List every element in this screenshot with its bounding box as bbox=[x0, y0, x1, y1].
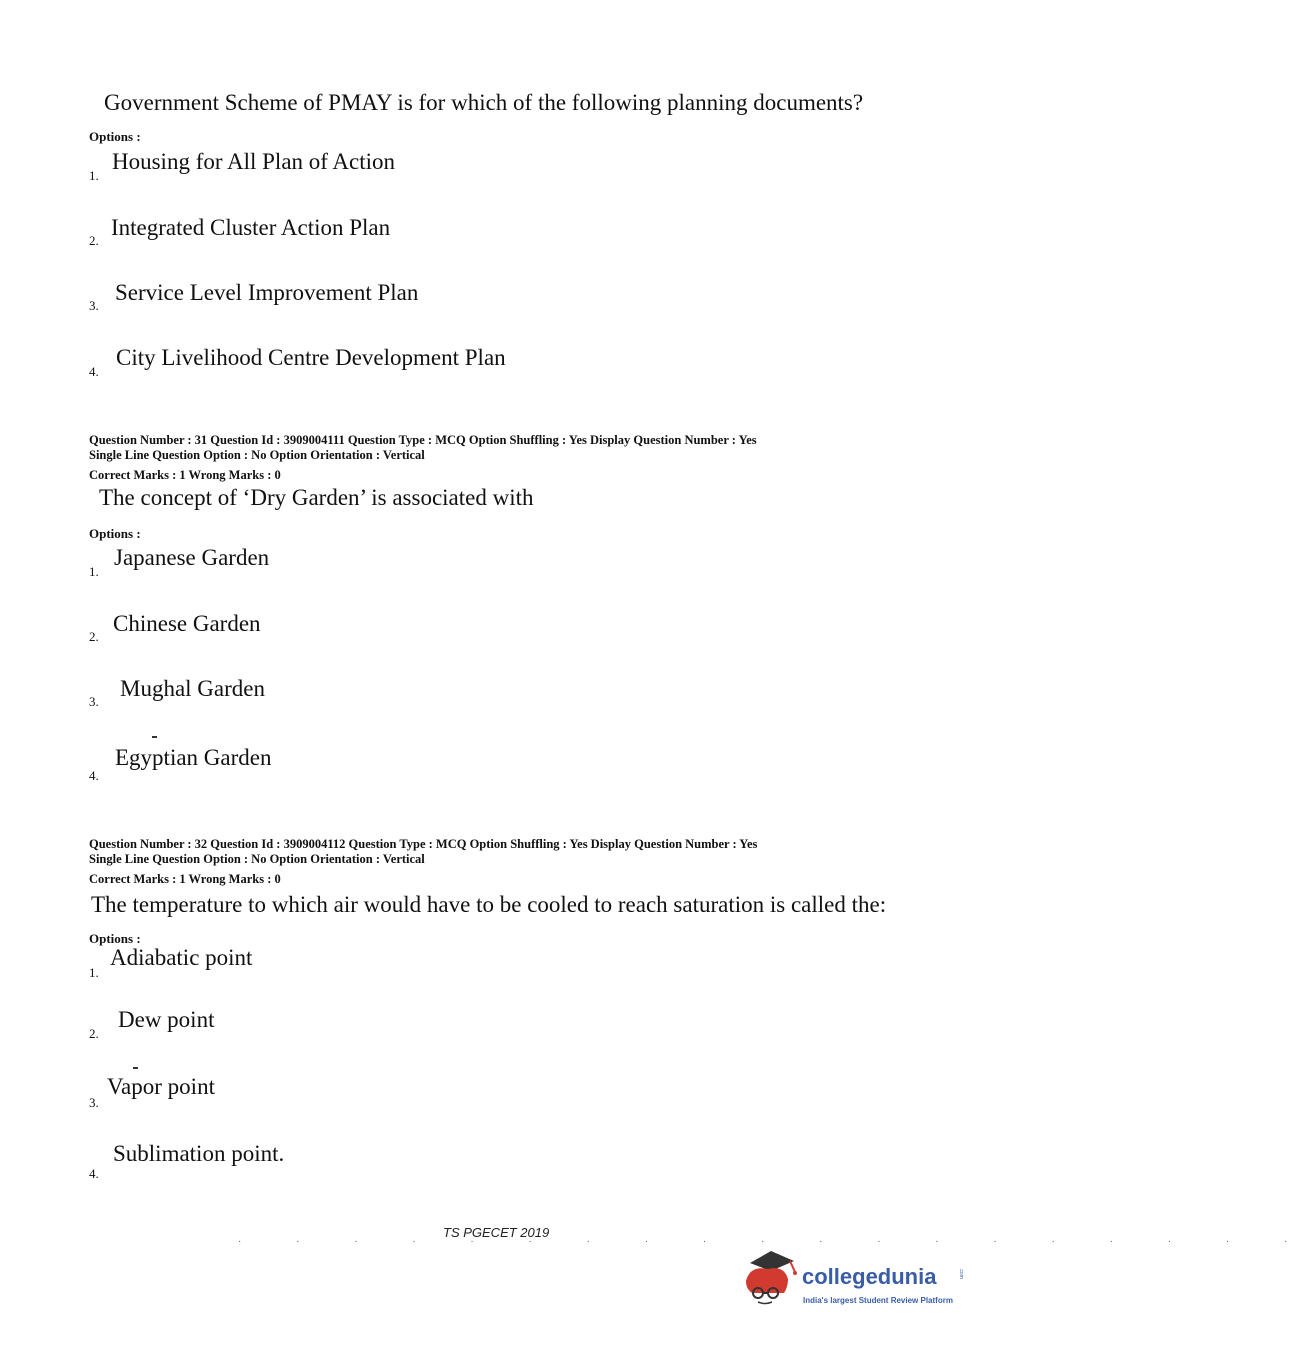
question-text: Government Scheme of PMAY is for which of the following planning documents? bbox=[104, 90, 864, 115]
options-label: Options : bbox=[89, 526, 141, 541]
logo-wordmark: collegedunia bbox=[802, 1264, 937, 1289]
option-number: 2. bbox=[89, 629, 99, 644]
question-text: The concept of ‘Dry Garden’ is associated with bbox=[99, 485, 534, 510]
question-meta-line: Single Line Question Option : No Option Orientation : Vertical bbox=[89, 448, 425, 462]
option-number: 2. bbox=[89, 1026, 99, 1041]
marks-line: Correct Marks : 1 Wrong Marks : 0 bbox=[89, 872, 281, 886]
scan-mark bbox=[133, 1067, 138, 1069]
option-number: 3. bbox=[89, 298, 99, 313]
option-text: Vapor point bbox=[107, 1074, 215, 1099]
option-text: Egyptian Garden bbox=[115, 745, 272, 770]
options-label: Options : bbox=[89, 931, 141, 946]
option-number: 1. bbox=[89, 168, 99, 183]
option-number: 4. bbox=[89, 768, 99, 783]
question-meta-line: Single Line Question Option : No Option Orientation : Vertical bbox=[89, 852, 425, 866]
option-text: Sublimation point. bbox=[113, 1141, 285, 1166]
option-number: 3. bbox=[89, 694, 99, 709]
options-label: Options : bbox=[89, 129, 141, 144]
question-meta-line: Question Number : 31 Question Id : 3909004111 Question Type : MCQ Option Shuffling : Yes Display Question Number : Yes bbox=[89, 433, 757, 447]
option-text: Japanese Garden bbox=[114, 545, 270, 570]
logo-domain: .com bbox=[958, 1268, 964, 1279]
option-text: Mughal Garden bbox=[120, 676, 265, 701]
footer-dotted-rule: · · · · · · · · · · · · · · · · · · · bbox=[238, 1236, 1313, 1247]
option-text: City Livelihood Centre Development Plan bbox=[116, 345, 506, 370]
marks-line: Correct Marks : 1 Wrong Marks : 0 bbox=[89, 468, 281, 482]
option-number: 2. bbox=[89, 233, 99, 248]
option-number: 1. bbox=[89, 965, 99, 980]
option-text: Service Level Improvement Plan bbox=[115, 280, 419, 305]
option-text: Integrated Cluster Action Plan bbox=[111, 215, 391, 240]
question-text: The temperature to which air would have to be cooled to reach saturation is called the: bbox=[91, 892, 887, 917]
option-text: Housing for All Plan of Action bbox=[112, 149, 396, 174]
option-text: Chinese Garden bbox=[113, 611, 261, 636]
option-number: 4. bbox=[89, 364, 99, 379]
footer-exam-title: TS PGECET 2019 bbox=[443, 1225, 550, 1240]
collegedunia-mascot-icon bbox=[740, 1245, 802, 1305]
option-number: 3. bbox=[89, 1095, 99, 1110]
option-number: 1. bbox=[89, 564, 99, 579]
option-number: 4. bbox=[89, 1166, 99, 1181]
option-text: Adiabatic point bbox=[110, 945, 253, 970]
option-text: Dew point bbox=[118, 1007, 215, 1032]
scan-mark bbox=[152, 736, 157, 738]
question-meta-line: Question Number : 32 Question Id : 3909004112 Question Type : MCQ Option Shuffling : Yes Display Question Number : Yes bbox=[89, 837, 758, 851]
logo-tagline: India's largest Student Review Platform bbox=[803, 1296, 953, 1305]
